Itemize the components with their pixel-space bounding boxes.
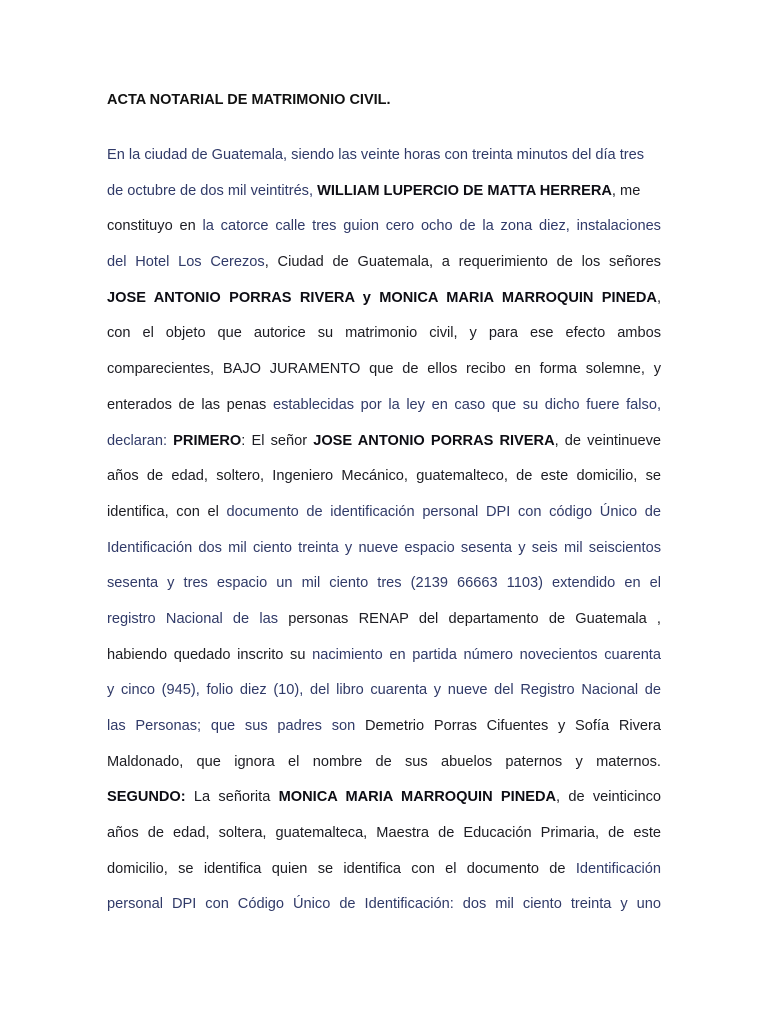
text-segment: , de veintinueve bbox=[554, 432, 661, 449]
text-line bbox=[107, 214, 661, 250]
text-line bbox=[107, 464, 661, 500]
text-line bbox=[107, 643, 661, 679]
text-segment: Identificación dos mil ciento treinta y nueve espacio sesenta y seis mil seiscientos bbox=[107, 539, 661, 556]
text-line bbox=[107, 607, 661, 643]
text-segment: declaran: bbox=[107, 432, 174, 449]
text-segment: establecidas por la ley en caso que su dicho fuere falso, bbox=[272, 396, 662, 413]
bold-text-segment: MONICA MARIA MARROQUIN PINEDA bbox=[278, 789, 557, 806]
bold-text-segment: JOSE ANTONIO PORRAS RIVERA y MONICA MARIA MARROQUIN PINEDA bbox=[107, 289, 657, 306]
text-line bbox=[107, 321, 661, 357]
text-segment: En la ciudad de Guatemala, siendo las veinte horas con treinta minutos del día tres bbox=[107, 147, 645, 163]
text-segment: , Ciudad de Guatemala, a requerimiento de los señores bbox=[264, 254, 661, 271]
text-segment: personas RENAP del departamento de Guatemala , bbox=[288, 610, 661, 627]
text-segment: Maldonado, que ignora el nombre de sus abuelos paternos y maternos. bbox=[107, 753, 661, 770]
bold-text-segment: SEGUNDO: bbox=[107, 789, 186, 806]
document-body bbox=[107, 143, 661, 928]
text-segment: habiendo quedado inscrito su bbox=[107, 646, 313, 663]
text-segment: las Personas; que sus padres son bbox=[107, 718, 365, 734]
text-segment: enterados de las penas bbox=[107, 396, 273, 413]
text-segment: , de veinticinco bbox=[556, 789, 661, 806]
text-segment: domicilio, se identifica quien se identifica con el documento de bbox=[107, 860, 576, 877]
text-line bbox=[107, 785, 661, 821]
text-segment: La señorita bbox=[185, 789, 279, 806]
text-segment: , bbox=[656, 289, 661, 306]
text-line bbox=[107, 500, 661, 536]
bold-text-segment: WILLIAM LUPERCIO DE MATTA HERRERA bbox=[317, 182, 612, 199]
text-line bbox=[107, 892, 661, 928]
text-segment: Identificación bbox=[575, 860, 661, 877]
text-segment: documento de identificación personal DPI con código Único de bbox=[226, 503, 661, 520]
text-segment: : El señor bbox=[241, 432, 314, 449]
text-segment: años de edad, soltero, Ingeniero Mecánico, guatemalteco, de este domicilio, se bbox=[107, 468, 661, 485]
text-line bbox=[107, 429, 661, 465]
bold-text-segment: PRIMERO bbox=[173, 432, 242, 449]
text-line bbox=[107, 571, 661, 607]
text-segment: años de edad, soltera, guatemalteca, Maestra de Educación Primaria, de este bbox=[107, 825, 661, 842]
text-line bbox=[107, 750, 661, 786]
text-line bbox=[107, 857, 661, 893]
text-segment: la catorce calle tres guion cero ocho de la zona diez, instalaciones bbox=[202, 218, 661, 235]
text-segment: con el objeto que autorice su matrimonio civil, y para ese efecto ambos bbox=[107, 325, 661, 342]
document-title: ACTA NOTARIAL DE MATRIMONIO CIVIL. bbox=[107, 92, 391, 108]
text-line bbox=[107, 286, 661, 322]
text-line bbox=[107, 821, 661, 857]
text-segment: y cinco (945), folio diez (10), del libro cuarenta y nueve del Registro Nacional de bbox=[107, 682, 661, 699]
text-segment: comparecientes, BAJO JURAMENTO que de ellos recibo en forma solemne, y bbox=[107, 361, 661, 378]
text-segment: personal DPI con Código Único de Identificación: dos mil ciento treinta y uno bbox=[107, 896, 661, 913]
text-line bbox=[107, 357, 661, 393]
text-segment: Demetrio Porras Cifuentes y Sofía Rivera bbox=[364, 718, 662, 734]
text-line bbox=[107, 179, 661, 215]
text-line bbox=[107, 393, 661, 429]
text-line bbox=[107, 536, 661, 572]
text-line bbox=[107, 143, 661, 179]
text-segment: nacimiento en partida número novecientos cuarenta bbox=[312, 646, 661, 663]
text-line bbox=[107, 714, 661, 750]
text-segment: constituyo en bbox=[107, 218, 203, 235]
text-segment: del Hotel Los Cerezos bbox=[107, 254, 265, 271]
text-segment: registro Nacional de las bbox=[107, 610, 289, 627]
text-segment: identifica, con el bbox=[107, 503, 227, 520]
text-segment: , me bbox=[611, 182, 641, 199]
text-segment: de octubre de dos mil veintitrés, bbox=[107, 182, 318, 199]
bold-text-segment: JOSE ANTONIO PORRAS RIVERA bbox=[313, 432, 555, 449]
text-line bbox=[107, 250, 661, 286]
text-line bbox=[107, 678, 661, 714]
text-segment: sesenta y tres espacio un mil ciento tres (2139 66663 1103) extendido en el bbox=[107, 575, 661, 592]
